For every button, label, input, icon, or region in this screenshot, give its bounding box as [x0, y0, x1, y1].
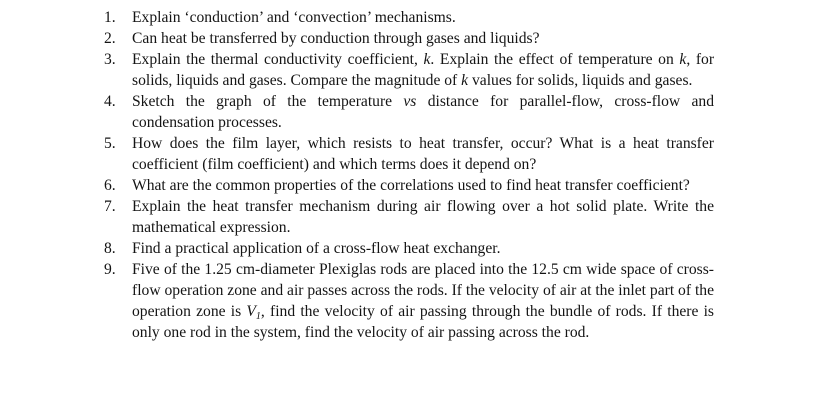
question-item	[104, 238, 714, 259]
question-item	[104, 28, 714, 49]
question-list	[104, 7, 714, 343]
question-item	[104, 91, 714, 133]
question-text: Explain the thermal conductivity coefficient, k. Explain the effect of temperature on k, for solids, liquids and gases. Compare the magnitude of k values for solids, liquids and gases.	[132, 51, 715, 89]
question-item	[104, 196, 714, 238]
question-text: Sketch the graph of the temperature vs distance for parallel-flow, cross-flow and condensation processes.	[132, 93, 714, 131]
question-item	[104, 7, 714, 28]
question-text: Explain the heat transfer mechanism during air flowing over a hot solid plate. Write the mathematical expression.	[132, 198, 714, 236]
question-item	[104, 259, 714, 343]
question-number: 9.	[104, 261, 116, 278]
question-item	[104, 133, 714, 175]
question-number: 3.	[104, 51, 116, 68]
question-text: Find a practical application of a cross-flow heat exchanger.	[132, 240, 501, 257]
question-number: 5.	[104, 135, 116, 152]
question-number: 1.	[104, 9, 116, 26]
question-number: 4.	[104, 93, 116, 110]
question-text: Can heat be transferred by conduction through gases and liquids?	[132, 30, 540, 47]
question-text: How does the film layer, which resists to heat transfer, occur? What is a heat transfer coefficient (film coefficient) and which terms does it depend on?	[132, 135, 714, 173]
question-text: Explain ‘conduction’ and ‘convection’ mechanisms.	[132, 9, 456, 26]
question-number: 6.	[104, 177, 116, 194]
question-number: 8.	[104, 240, 116, 257]
question-item	[104, 49, 714, 91]
question-text: What are the common properties of the correlations used to find heat transfer coefficient?	[132, 177, 690, 194]
question-number: 2.	[104, 30, 116, 47]
question-item	[104, 175, 714, 196]
question-text: Five of the 1.25 cm-diameter Plexiglas rods are placed into the 12.5 cm wide space of cross-flow operation zone and air passes across the rods. If the velocity of air at the inlet part of the operation zone is $V_1$, find the velocity of air passing through the bundle of rods. If there is only one rod in the system, find the velocity of air passing across the rod.	[132, 261, 715, 341]
question-number: 7.	[104, 198, 116, 215]
